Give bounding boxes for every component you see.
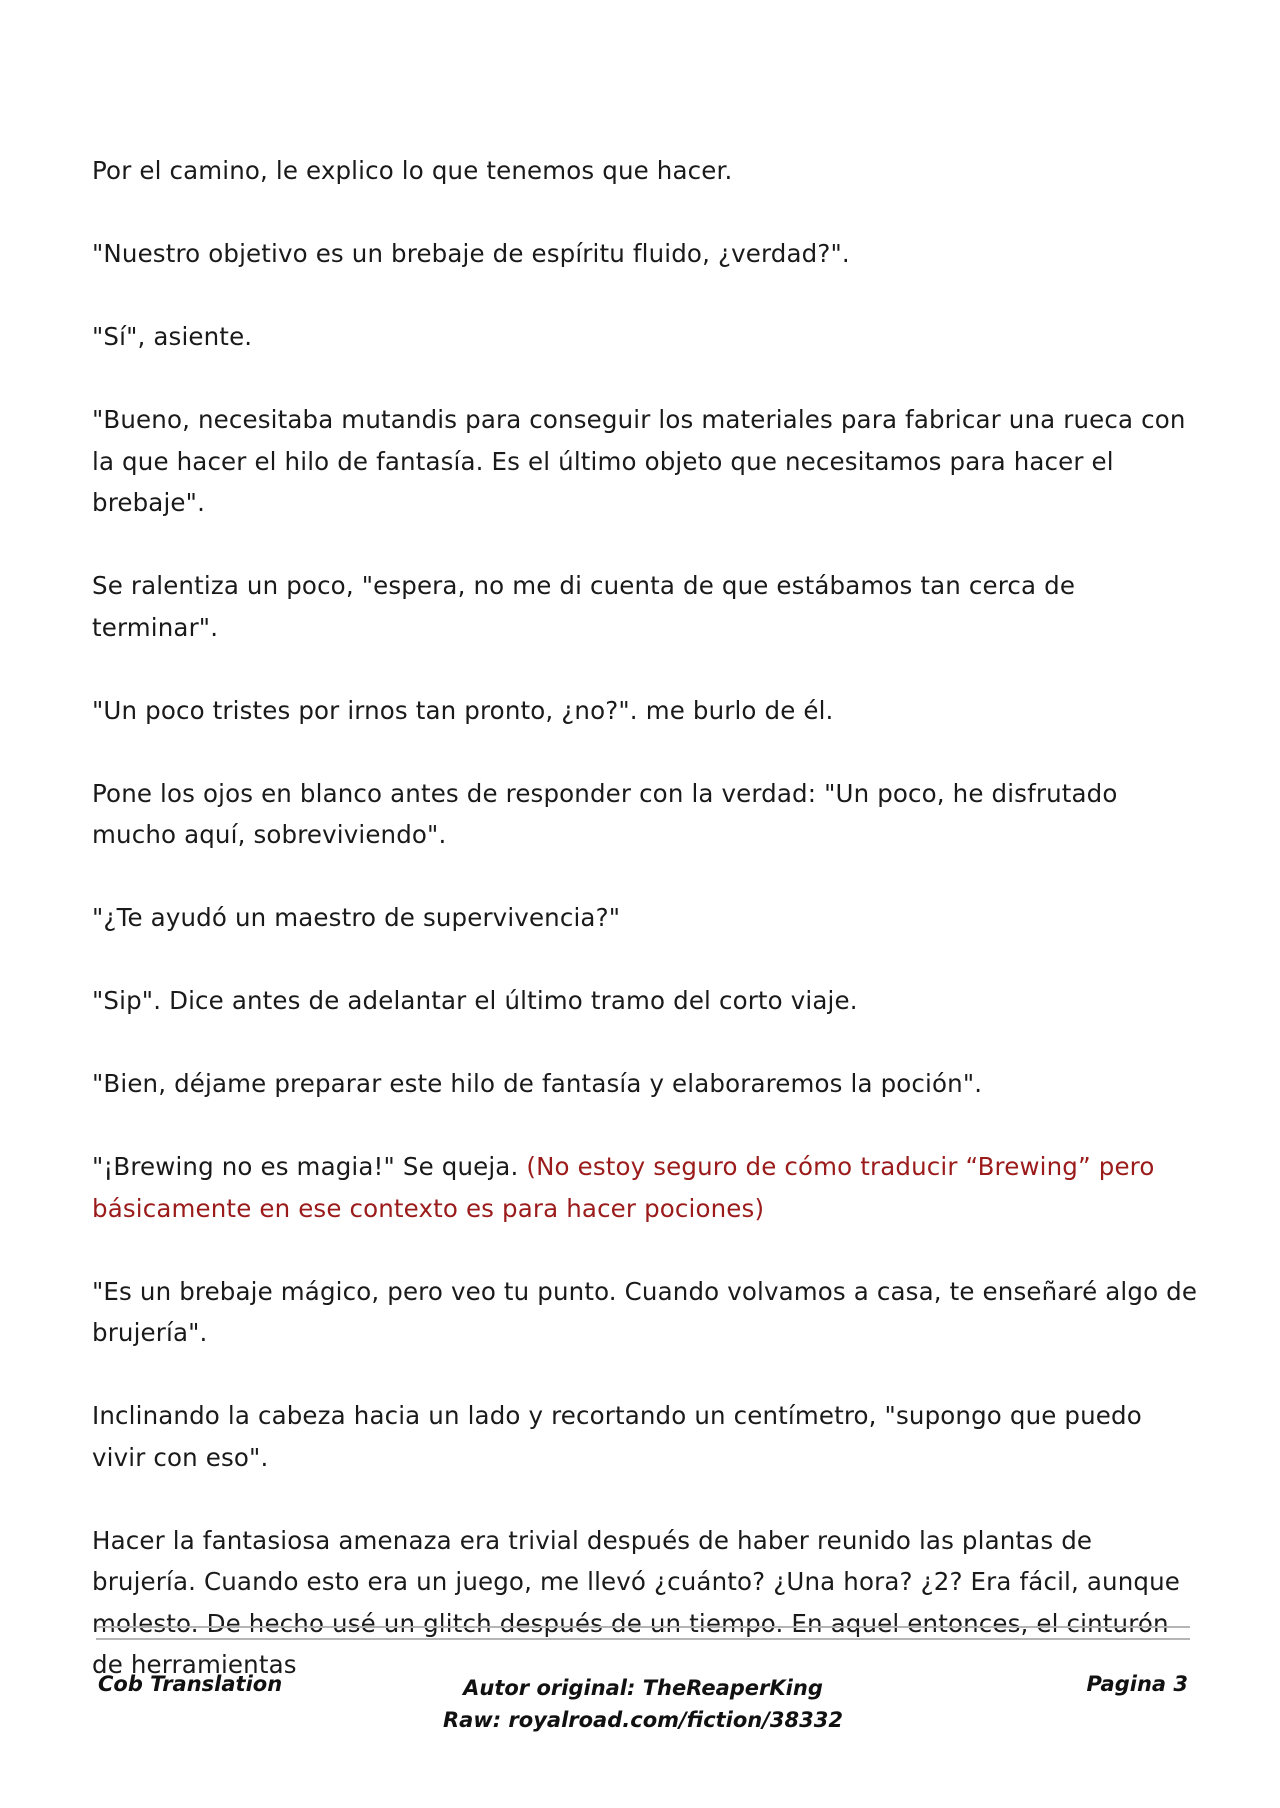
paragraph-text: "¡Brewing no es magia!" Se queja. bbox=[92, 1152, 519, 1181]
paragraph: "Es un brebaje mágico, pero veo tu punto. Cuando volvamos a casa, te enseñaré algo de brujería". bbox=[92, 1276, 1198, 1347]
paragraph: "Sip". Dice antes de adelantar el último tramo del corto viaje. bbox=[92, 986, 858, 1015]
footer-credits bbox=[96, 1672, 1190, 1736]
paragraph: Por el camino, le explico lo que tenemos que hacer. bbox=[92, 156, 733, 185]
paragraph: Hacer la fantasiosa amenaza era trivial después de haber reunido las plantas de brujería. Cuando esto era un juego, me llevó ¿cuánto? ¿Una hora? ¿2? Era fácil, aunque molesto. De hecho usé un glitch después de un tiempo. En aquel entonces, el cinturón de herramientas bbox=[92, 1525, 1180, 1679]
paragraph: Inclinando la cabeza hacia un lado y recortando un centímetro, "supongo que puedo vivir con eso". bbox=[92, 1401, 1142, 1472]
paragraph: "Bueno, necesitaba mutandis para conseguir los materiales para fabricar una rueca con la que hacer el hilo de fantasía. Es el último objeto que necesitamos para hacer el brebaje". bbox=[92, 405, 1186, 517]
translator-note: (No estoy seguro de cómo traducir “Brewing” pero básicamente en ese contexto es para hacer pociones) bbox=[92, 1152, 1155, 1223]
footer-divider-top bbox=[96, 1626, 1190, 1628]
paragraph: "Bien, déjame preparar este hilo de fantasía y elaboraremos la poción". bbox=[92, 1069, 983, 1098]
document-body bbox=[92, 150, 1202, 1727]
page-footer bbox=[96, 1672, 1190, 1752]
footer-raw-source: Raw: royalroad.com/fiction/38332 bbox=[442, 1708, 843, 1732]
footer-page-number: Pagina 3 bbox=[1086, 1672, 1188, 1696]
paragraph: "Un poco tristes por irnos tan pronto, ¿no?". me burlo de él. bbox=[92, 695, 834, 725]
paragraph: Se ralentiza un poco, "espera, no me di cuenta de que estábamos tan cerca de terminar". bbox=[92, 571, 1076, 642]
paragraph: "Nuestro objetivo es un brebaje de espíritu fluido, ¿verdad?". bbox=[92, 239, 850, 268]
paragraph: "¿Te ayudó un maestro de supervivencia?" bbox=[92, 903, 621, 932]
paragraph-with-note bbox=[92, 1146, 1202, 1229]
footer-divider-bottom bbox=[96, 1638, 1190, 1640]
footer-translator: Cob Translation bbox=[98, 1672, 283, 1696]
footer-author: Autor original: TheReaperKing bbox=[463, 1676, 823, 1700]
paragraph: Pone los ojos en blanco antes de responder con la verdad: "Un poco, he disfrutado mucho aquí, sobreviviendo". bbox=[92, 778, 1118, 849]
paragraph: "Sí", asiente. bbox=[92, 322, 253, 351]
